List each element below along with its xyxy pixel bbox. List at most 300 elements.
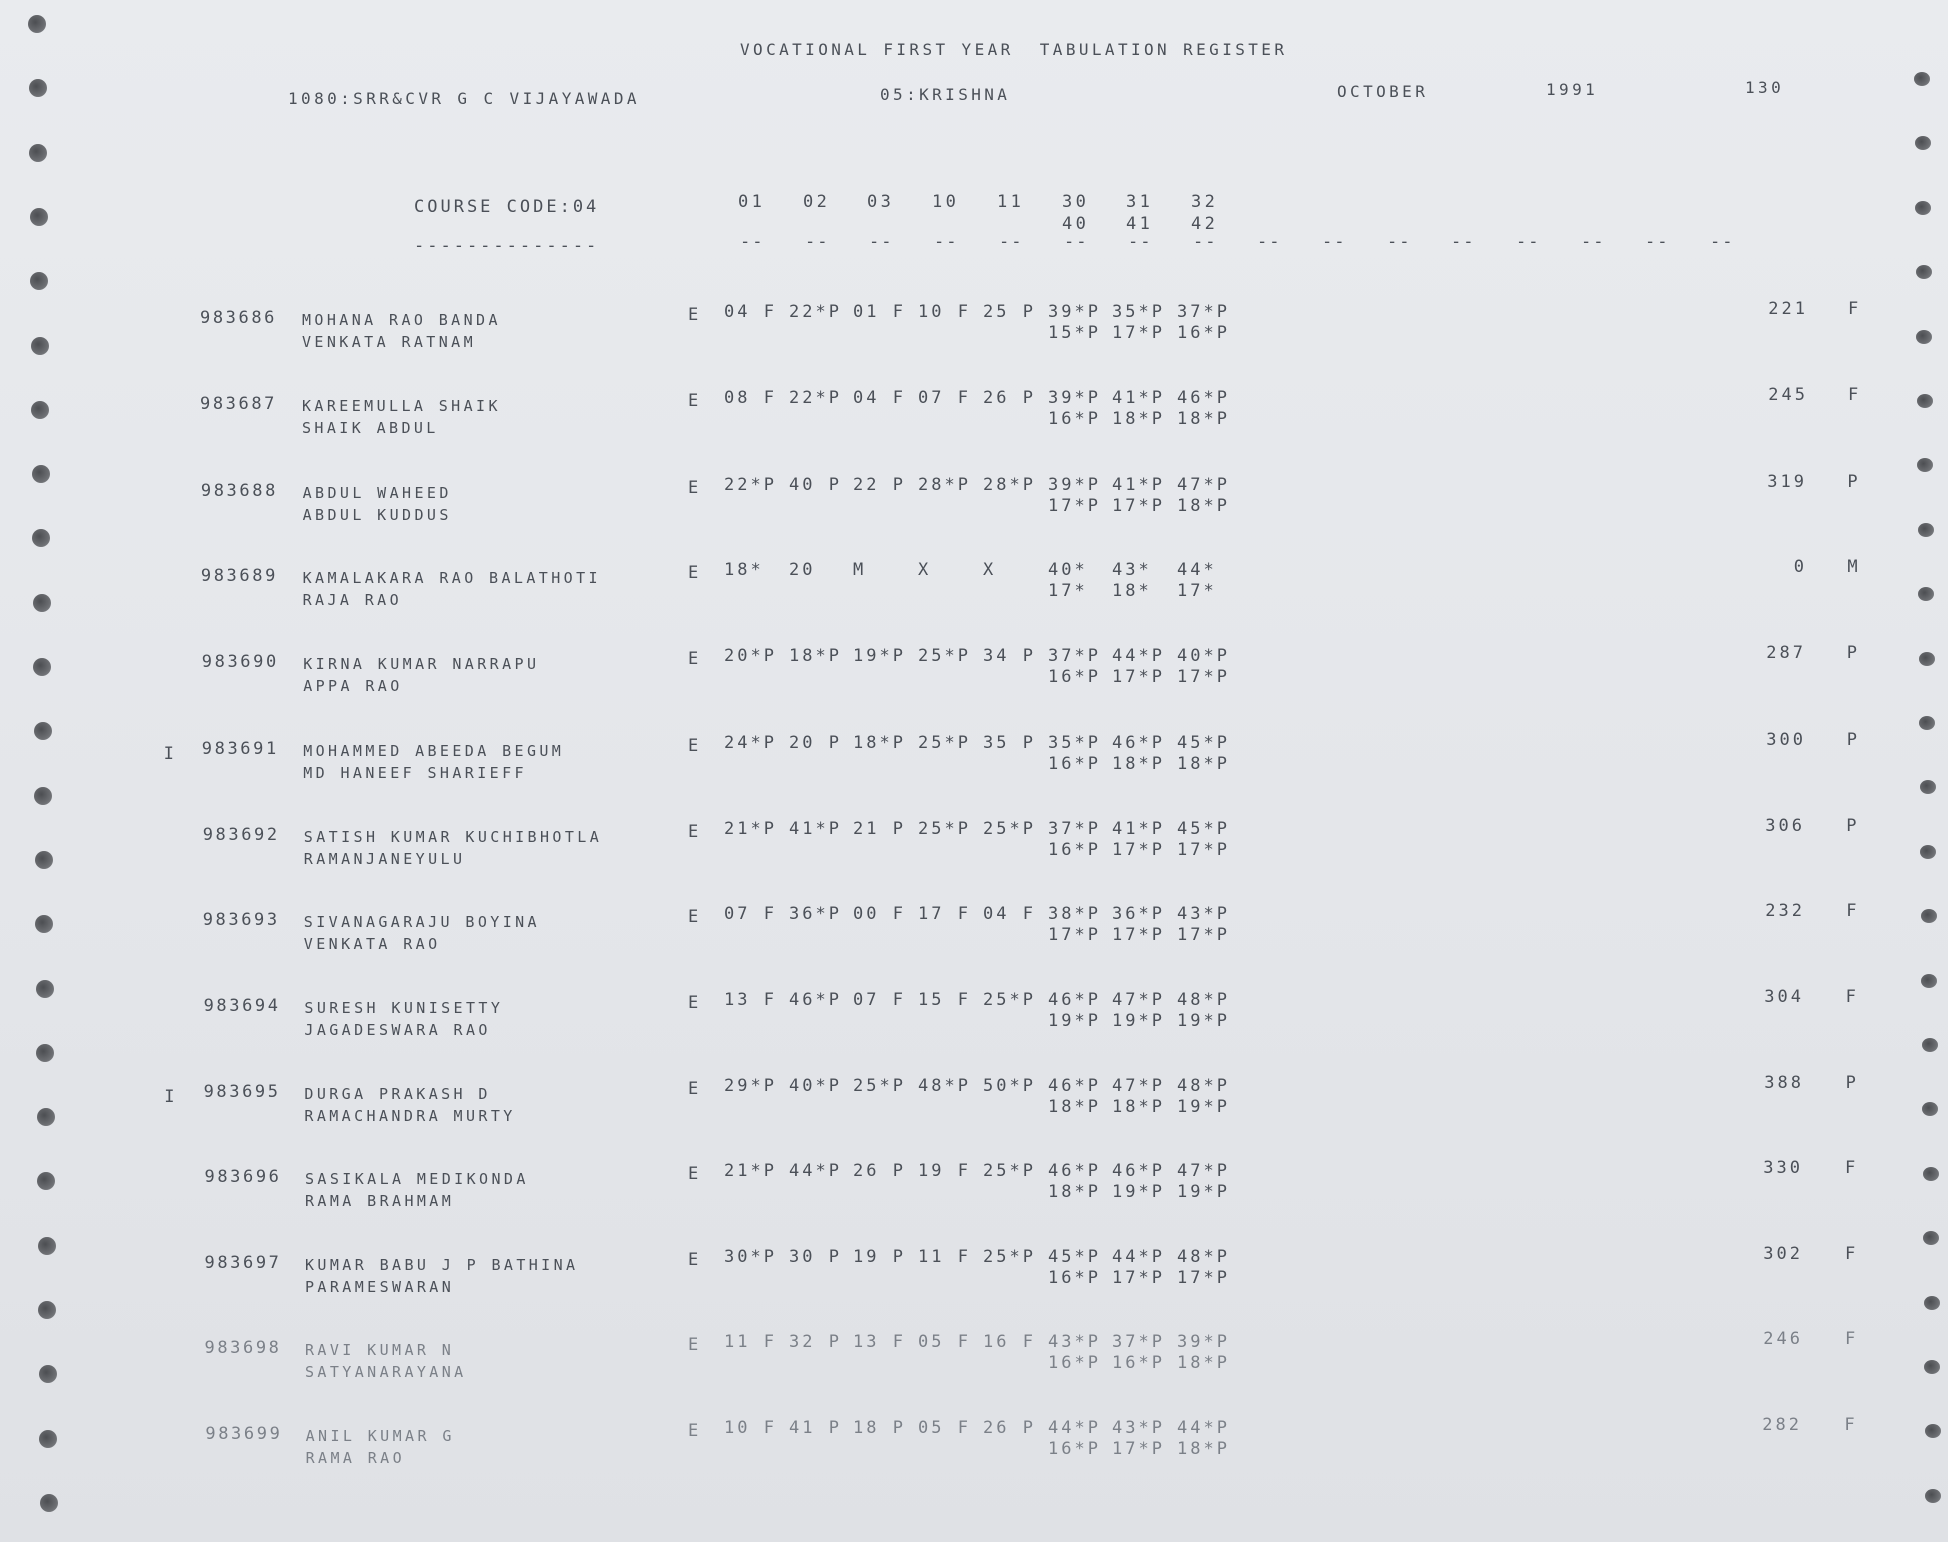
parent-name: SATYANARAYANA — [305, 1363, 467, 1381]
feed-hole — [1923, 1231, 1939, 1245]
roll-number: 983687 — [200, 394, 278, 414]
subject-mark: 16*P — [1048, 1353, 1101, 1373]
subject-mark: 18*P — [1177, 496, 1230, 516]
subject-divider: -- — [740, 232, 765, 252]
feed-hole — [29, 144, 47, 162]
parent-name: VENKATA RATNAM — [302, 333, 477, 351]
parent-name: RAJA RAO — [302, 591, 403, 609]
subject-mark: 21*P — [724, 1161, 777, 1181]
feed-hole — [38, 1237, 56, 1255]
feed-hole — [1917, 394, 1933, 408]
subject-mark: 36*P — [1112, 904, 1165, 924]
feed-hole — [1920, 780, 1936, 794]
tractor-feed-holes-right — [1906, 0, 1946, 1542]
subject-mark: 17*P — [1112, 323, 1165, 343]
result-status: P — [1846, 643, 1861, 663]
subject-mark: 26 P — [853, 1161, 906, 1181]
college-code-name: 1080:SRR&CVR G C VIJAYAWADA — [288, 89, 640, 108]
subject-divider: -- — [1451, 232, 1476, 252]
subject-mark: 46*P — [1048, 990, 1101, 1010]
feed-hole — [1919, 652, 1935, 666]
subject-mark: 36*P — [789, 904, 842, 924]
exam-type: E — [688, 1335, 702, 1355]
result-status: F — [1848, 299, 1862, 319]
total-marks: 287 — [1766, 643, 1806, 663]
subject-mark: 40*P — [1177, 646, 1230, 666]
subject-mark: 39*P — [1048, 388, 1101, 408]
subject-mark: 46*P — [1048, 1076, 1101, 1096]
total-marks: 330 — [1763, 1158, 1803, 1178]
roll-number: 983689 — [200, 566, 278, 586]
feed-hole — [34, 787, 52, 805]
subject-mark: 16*P — [1048, 840, 1101, 860]
subject-mark: 25*P — [918, 646, 971, 666]
student-name: SIVANAGARAJU BOYINA — [303, 913, 540, 931]
subject-mark: 46*P — [789, 990, 842, 1010]
total-marks: 319 — [1767, 472, 1807, 492]
subject-mark: 17*P — [1112, 496, 1165, 516]
subject-mark: 18* — [1112, 581, 1152, 601]
total-marks: 304 — [1764, 987, 1804, 1007]
roll-number: 983691 — [201, 739, 279, 759]
subject-mark: 25*P — [983, 990, 1036, 1010]
student-name: SASIKALA MEDIKONDA — [305, 1170, 529, 1188]
subject-mark: 41*P — [1112, 475, 1165, 495]
subject-mark: 19*P — [1112, 1011, 1165, 1031]
subject-mark: 05 F — [918, 1418, 971, 1438]
ineligible-mark: I — [163, 744, 177, 764]
subject-mark: 13 F — [724, 990, 777, 1010]
subject-mark: 46*P — [1177, 388, 1230, 408]
roll-number: 983690 — [201, 652, 279, 672]
subject-mark: 37*P — [1112, 1332, 1165, 1352]
subject-code: 10 — [932, 192, 960, 212]
subject-mark: 37*P — [1048, 819, 1101, 839]
subject-mark: 25*P — [983, 1161, 1036, 1181]
subject-mark: 48*P — [1177, 1247, 1230, 1267]
subject-mark: 15 F — [918, 990, 971, 1010]
subject-code: 41 — [1126, 214, 1154, 234]
exam-type: E — [688, 736, 702, 756]
total-marks: 282 — [1762, 1415, 1802, 1435]
subject-mark: 11 F — [724, 1332, 777, 1352]
parent-name: APPA RAO — [303, 677, 403, 695]
subject-mark: 44*P — [1112, 1247, 1165, 1267]
feed-hole — [1916, 330, 1932, 344]
subject-divider: -- — [1710, 232, 1735, 252]
subject-mark: 32 P — [789, 1332, 842, 1352]
feed-hole — [30, 208, 48, 226]
subject-mark: 41*P — [1112, 388, 1165, 408]
subject-mark: 39*P — [1177, 1332, 1230, 1352]
subject-mark: 22*P — [724, 475, 777, 495]
subject-mark: 04 F — [983, 904, 1036, 924]
total-marks: 221 — [1768, 299, 1808, 319]
subject-mark: 40 P — [789, 475, 842, 495]
subject-mark: 17*P — [1177, 840, 1230, 860]
subject-mark: 11 F — [918, 1247, 971, 1267]
subject-code: 40 — [1062, 214, 1090, 234]
subject-mark: 17*P — [1048, 496, 1101, 516]
subject-mark: 37*P — [1048, 646, 1101, 666]
subject-mark: 44*P — [1048, 1418, 1101, 1438]
subject-code: 32 — [1191, 192, 1219, 212]
student-name: KUMAR BABU J P BATHINA — [305, 1256, 579, 1274]
feed-hole — [1920, 845, 1936, 859]
subject-mark: 19*P — [1048, 1011, 1101, 1031]
subject-mark: 18* — [724, 560, 764, 580]
subject-mark: 43*P — [1177, 904, 1230, 924]
subject-mark: 16 F — [983, 1332, 1036, 1352]
subject-mark: 20 P — [789, 733, 842, 753]
student-name: SATISH KUMAR KUCHIBHOTLA — [303, 828, 603, 846]
subject-mark: 17*P — [1177, 925, 1230, 945]
feed-hole — [1921, 909, 1937, 923]
subject-divider: -- — [999, 232, 1024, 252]
feed-hole — [37, 1172, 55, 1190]
subject-mark: 35 P — [983, 733, 1036, 753]
subject-mark: 45*P — [1048, 1247, 1101, 1267]
feed-hole — [1922, 1102, 1938, 1116]
feed-hole — [1923, 1167, 1939, 1181]
roll-number: 983688 — [200, 481, 278, 501]
exam-month: OCTOBER — [1337, 82, 1429, 101]
subject-divider: -- — [1128, 232, 1153, 252]
subject-mark: 44*P — [1112, 646, 1165, 666]
subject-mark: 19*P — [1112, 1182, 1165, 1202]
subject-divider: -- — [1064, 232, 1089, 252]
exam-type: E — [688, 907, 702, 927]
subject-mark: 44*P — [1177, 1418, 1230, 1438]
subject-mark: 04 F — [724, 302, 777, 322]
subject-mark: 35*P — [1112, 302, 1165, 322]
feed-hole — [35, 915, 53, 933]
feed-hole — [28, 15, 46, 33]
result-status: F — [1848, 385, 1862, 405]
subject-mark: 47*P — [1177, 1161, 1230, 1181]
subject-mark: 08 F — [724, 388, 777, 408]
subject-mark: 46*P — [1112, 1161, 1165, 1181]
subject-mark: 43*P — [1048, 1332, 1101, 1352]
feed-hole — [32, 465, 50, 483]
subject-mark: 22*P — [789, 388, 842, 408]
subject-mark: 10 F — [918, 302, 971, 322]
subject-mark: 18*P — [853, 733, 906, 753]
exam-year: 1991 — [1546, 80, 1599, 99]
subject-code: 30 — [1062, 192, 1090, 212]
subject-mark: 16*P — [1048, 1268, 1101, 1288]
subject-mark: 25*P — [853, 1076, 906, 1096]
subject-mark: 45*P — [1177, 733, 1230, 753]
feed-hole — [31, 401, 49, 419]
feed-hole — [33, 658, 51, 676]
subject-mark: 18*P — [1177, 1439, 1230, 1459]
subject-mark: 47*P — [1112, 990, 1165, 1010]
subject-mark: 43*P — [1112, 1418, 1165, 1438]
subject-mark: 07 F — [918, 388, 971, 408]
subject-mark: 19*P — [1177, 1097, 1230, 1117]
roll-number: 983697 — [204, 1253, 282, 1273]
feed-hole — [1915, 201, 1931, 215]
subject-mark: 18*P — [1048, 1182, 1101, 1202]
roll-number: 983692 — [202, 825, 280, 845]
subject-code: 03 — [867, 192, 895, 212]
parent-name: JAGADESWARA RAO — [304, 1021, 491, 1039]
subject-mark: 16*P — [1048, 409, 1101, 429]
subject-mark: 22 P — [853, 475, 906, 495]
feed-hole — [37, 1108, 55, 1126]
result-status: P — [1846, 816, 1860, 836]
feed-hole — [1924, 1360, 1940, 1374]
total-marks: 300 — [1766, 730, 1806, 750]
roll-number: 983699 — [205, 1424, 283, 1444]
subject-mark: 19*P — [1177, 1182, 1230, 1202]
parent-name: PARAMESWARAN — [305, 1278, 455, 1296]
subject-divider: -- — [1193, 232, 1218, 252]
exam-type: E — [688, 391, 702, 411]
feed-hole — [40, 1494, 58, 1512]
subject-code: 31 — [1126, 192, 1154, 212]
subject-mark: 35*P — [1048, 733, 1101, 753]
subject-mark: 50*P — [983, 1076, 1036, 1096]
subject-mark: 39*P — [1048, 302, 1101, 322]
subject-mark: 16*P — [1048, 667, 1101, 687]
subject-divider: -- — [1516, 232, 1541, 252]
subject-mark: 16*P — [1048, 1439, 1101, 1459]
subject-mark: 04 F — [853, 388, 906, 408]
total-marks: 0 — [1793, 557, 1807, 577]
result-status: F — [1845, 1329, 1859, 1349]
subject-mark: 48*P — [1177, 990, 1230, 1010]
subject-mark: 13 F — [853, 1332, 906, 1352]
subject-mark: X — [983, 560, 997, 580]
subject-mark: 18*P — [1177, 754, 1230, 774]
subject-mark: 17*P — [1177, 667, 1230, 687]
parent-name: VENKATA RAO — [303, 935, 441, 953]
subject-mark: 25*P — [918, 819, 971, 839]
student-name: KAMALAKARA RAO BALATHOTI — [302, 569, 601, 587]
subject-mark: 41*P — [789, 819, 842, 839]
subject-mark: 47*P — [1112, 1076, 1165, 1096]
subject-mark: 19*P — [853, 646, 906, 666]
exam-type: E — [688, 649, 702, 669]
subject-mark: 44*P — [789, 1161, 842, 1181]
subject-code: 01 — [738, 192, 766, 212]
subject-mark: 18*P — [1048, 1097, 1101, 1117]
subject-mark: 45*P — [1177, 819, 1230, 839]
feed-hole — [33, 594, 51, 612]
feed-hole — [1918, 587, 1934, 601]
subject-mark: 19 P — [853, 1247, 906, 1267]
student-name: SURESH KUNISETTY — [304, 999, 504, 1017]
subject-mark: 05 F — [918, 1332, 971, 1352]
exam-type: E — [688, 822, 702, 842]
total-marks: 302 — [1763, 1244, 1803, 1264]
result-status: F — [1845, 987, 1859, 1007]
subject-mark: 18*P — [1112, 754, 1165, 774]
subject-mark: 46*P — [1112, 733, 1165, 753]
feed-hole — [1921, 974, 1937, 988]
subject-mark: 07 F — [853, 990, 906, 1010]
subject-mark: 20*P — [724, 646, 777, 666]
subject-mark: 48*P — [1177, 1076, 1230, 1096]
exam-type: E — [688, 1164, 702, 1184]
subject-mark: 21*P — [724, 819, 777, 839]
student-name: KAREEMULLA SHAIK — [302, 397, 501, 415]
subject-divider: -- — [1257, 232, 1282, 252]
subject-divider: -- — [1322, 232, 1347, 252]
subject-mark: 40*P — [789, 1076, 842, 1096]
subject-mark: 00 F — [853, 904, 906, 924]
parent-name: RAMANJANEYULU — [303, 850, 466, 868]
roll-number: 983698 — [204, 1338, 282, 1358]
student-name: DURGA PRAKASH D — [304, 1085, 491, 1103]
subject-mark: 30*P — [724, 1247, 777, 1267]
subject-mark: 19*P — [1177, 1011, 1230, 1031]
subject-mark: 46*P — [1048, 1161, 1101, 1181]
total-marks: 246 — [1763, 1329, 1803, 1349]
result-status: P — [1846, 730, 1861, 750]
parent-name: MD HANEEF SHARIEFF — [303, 764, 527, 782]
subject-mark: 18*P — [1112, 1097, 1165, 1117]
feed-hole — [1925, 1424, 1941, 1438]
subject-mark: 25*P — [983, 819, 1036, 839]
exam-type: E — [688, 1421, 702, 1441]
subject-mark: 17* — [1177, 581, 1217, 601]
ineligible-mark: I — [164, 1087, 178, 1107]
student-name: ABDUL WAHEED — [302, 484, 452, 502]
register-title: VOCATIONAL FIRST YEAR TABULATION REGISTER — [740, 40, 1288, 59]
subject-mark: 44* — [1177, 560, 1217, 580]
exam-type: E — [688, 478, 702, 498]
subject-mark: 28*P — [918, 475, 971, 495]
subject-mark: 16*P — [1048, 754, 1101, 774]
feed-hole — [32, 529, 50, 547]
total-marks: 388 — [1764, 1073, 1804, 1093]
subject-mark: 37*P — [1177, 302, 1230, 322]
roll-number: 983696 — [204, 1167, 282, 1187]
exam-type: E — [688, 563, 702, 583]
feed-hole — [31, 337, 49, 355]
result-status: F — [1845, 1158, 1859, 1178]
subject-mark: 40* — [1048, 560, 1088, 580]
feed-hole — [1914, 72, 1930, 86]
subject-mark: 18*P — [1112, 409, 1165, 429]
feed-hole — [29, 79, 47, 97]
subject-mark: 25 P — [983, 302, 1036, 322]
subject-divider: -- — [869, 232, 894, 252]
feed-hole — [34, 722, 52, 740]
roll-number: 983695 — [203, 1082, 281, 1102]
page-number: 130 — [1745, 78, 1785, 97]
exam-type: E — [688, 1079, 702, 1099]
subject-mark: 21 P — [853, 819, 906, 839]
student-name: MOHANA RAO BANDA — [302, 311, 501, 329]
subject-mark: 17*P — [1112, 840, 1165, 860]
subject-code: 11 — [997, 192, 1025, 212]
subject-mark: 16*P — [1112, 1353, 1165, 1373]
feed-hole — [1922, 1038, 1938, 1052]
feed-hole — [35, 851, 53, 869]
subject-mark: 17*P — [1048, 925, 1101, 945]
parent-name: RAMACHANDRA MURTY — [304, 1107, 516, 1125]
result-status: M — [1847, 557, 1861, 577]
parent-name: SHAIK ABDUL — [302, 419, 439, 437]
result-status: F — [1846, 901, 1860, 921]
subject-mark: 26 P — [983, 1418, 1036, 1438]
subject-mark: 39*P — [1048, 475, 1101, 495]
subject-mark: X — [918, 560, 932, 580]
subject-mark: 01 F — [853, 302, 906, 322]
subject-mark: 20 — [789, 560, 816, 580]
subject-mark: 25*P — [983, 1247, 1036, 1267]
subject-divider: -- — [934, 232, 959, 252]
tractor-feed-holes-left — [22, 0, 62, 1542]
subject-mark: 38*P — [1048, 904, 1101, 924]
parent-name: RAMA RAO — [305, 1449, 406, 1467]
subject-mark: 15*P — [1048, 323, 1101, 343]
subject-mark: 17* — [1048, 581, 1088, 601]
feed-hole — [38, 1301, 56, 1319]
student-name: ANIL KUMAR G — [305, 1427, 455, 1445]
total-marks: 306 — [1765, 816, 1805, 836]
subject-mark: 30 P — [789, 1247, 842, 1267]
subject-mark: 22*P — [789, 302, 842, 322]
student-name: KIRNA KUMAR NARRAPU — [303, 655, 540, 673]
exam-type: E — [688, 305, 702, 325]
subject-divider: -- — [1581, 232, 1606, 252]
subject-mark: 29*P — [724, 1076, 777, 1096]
subject-divider: -- — [1387, 232, 1412, 252]
feed-hole — [1919, 716, 1935, 730]
subject-mark: 17*P — [1177, 1268, 1230, 1288]
subject-mark: 25*P — [918, 733, 971, 753]
feed-hole — [1924, 1296, 1940, 1310]
result-status: F — [1845, 1244, 1859, 1264]
student-name: RAVI KUMAR N — [305, 1341, 455, 1359]
student-name: MOHAMMED ABEEDA BEGUM — [303, 742, 565, 760]
subject-mark: 17 F — [918, 904, 971, 924]
roll-number: 983694 — [203, 996, 281, 1016]
result-status: F — [1844, 1415, 1858, 1435]
result-status: P — [1845, 1073, 1859, 1093]
subject-mark: 47*P — [1177, 475, 1230, 495]
subject-mark: 17*P — [1112, 1268, 1165, 1288]
subject-mark: 17*P — [1112, 1439, 1165, 1459]
subject-code: 02 — [803, 192, 831, 212]
subject-mark: 18*P — [1177, 1353, 1230, 1373]
subject-mark: 28*P — [983, 475, 1036, 495]
feed-hole — [1918, 523, 1934, 537]
subject-mark: 34 P — [983, 646, 1036, 666]
total-marks: 232 — [1765, 901, 1805, 921]
subject-mark: 48*P — [918, 1076, 971, 1096]
subject-mark: 18*P — [1177, 409, 1230, 429]
feed-hole — [36, 1044, 54, 1062]
subject-divider: -- — [1645, 232, 1670, 252]
roll-number: 983686 — [200, 308, 278, 328]
result-status: P — [1847, 472, 1861, 492]
subject-divider: -- — [805, 232, 830, 252]
parent-name: RAMA BRAHMAM — [305, 1192, 455, 1210]
total-marks: 245 — [1768, 385, 1808, 405]
feed-hole — [39, 1430, 57, 1448]
feed-hole — [36, 980, 54, 998]
subject-mark: 18 P — [853, 1418, 906, 1438]
exam-type: E — [688, 993, 702, 1013]
subject-mark: 26 P — [983, 388, 1036, 408]
roll-number: 983693 — [202, 910, 280, 930]
